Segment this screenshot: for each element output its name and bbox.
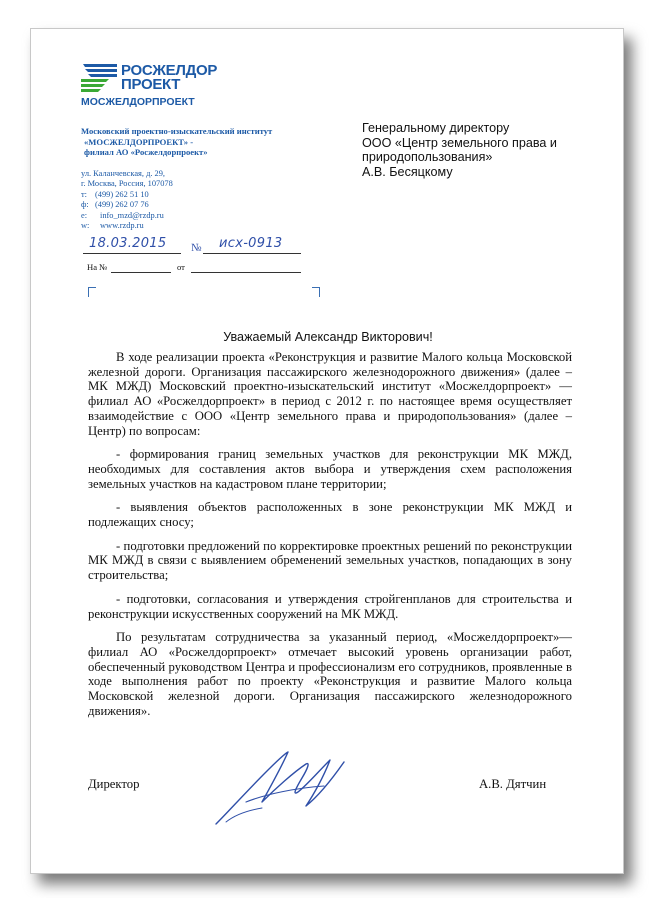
paragraph: - формирования границ земельных участков для реконструкции МК МЖД, необходимых для составления актов выбора и утверждения схем расположения земельных участков на кадастровом плане территории; <box>88 447 572 491</box>
letter-page <box>30 28 624 874</box>
paragraph: По результатам сотрудничества за указанный период, «Мосжелдорпроект»— филиал АО «Росжелдорпроект» отмечает высокий уровень организации работ, обеспеченный руководством Центра и профессионализм его сотрудников, проявленные в ходе выполнения работ по проекту «Реконструкция и развитие Малого кольца Московской железной дороги. Организация пассажирского железнодорожного движения». <box>88 630 572 718</box>
signatory-name: А.В. Дятчин <box>479 777 547 791</box>
paragraph: В ходе реализации проекта «Реконструкция и развитие Малого кольца Московской железной дороги. Организация пассажирского железнодорожного движения» (далее – МК МЖД) Московский проектно-изыскательский институт «Мосжелдорпроект» — филиал АО «Росжелдорпроект» в период с 2012 г. по настоящее время осуществляет взаимодействие с ООО «Центр земельного права и природопользования» (далее – Центр) по вопросам: <box>88 350 572 438</box>
handwritten-date: 18.03.2015 <box>89 236 167 251</box>
logo-stripes-icon <box>81 64 117 92</box>
recipient-line: А.В. Бесяцкому <box>362 164 453 179</box>
institute-name <box>81 126 272 158</box>
reply-underline <box>111 272 171 273</box>
paragraph: - подготовки предложений по корректировке проектных решений по реконструкции МК МЖД в связи с выявлением обременений земельных участков, попадающих в зону строительства; <box>88 538 572 583</box>
from-underline <box>191 272 301 273</box>
from-label: от <box>177 262 185 272</box>
paragraph: - подготовки, согласования и утверждения стройгенпланов для строительства и реконструкции искусственных сооружений на МК МЖД. <box>88 591 572 621</box>
recipient-line: Генеральному директору <box>362 121 510 135</box>
contact-block <box>81 169 173 231</box>
date-underline <box>83 253 181 254</box>
reply-label: На № <box>87 262 108 272</box>
website-line: w: www.rzdp.ru <box>81 221 144 231</box>
letter-body <box>88 350 572 718</box>
recipient-block <box>362 121 557 179</box>
institute-line: Московский проектно-изыскательский институт <box>81 126 273 136</box>
company-logo <box>81 62 231 112</box>
fax-line: ф: (499) 262 07 76 <box>81 200 149 210</box>
logo-text-line1: РОСЖЕЛДОР <box>121 62 218 79</box>
number-sign: № <box>191 242 202 254</box>
email-line: e: info_mzd@rzdp.ru <box>81 210 164 220</box>
address-line: ул. Каланчевская, д. 29, <box>81 169 165 178</box>
logo-text-line2: ПРОЕКТ <box>121 76 181 93</box>
handwritten-signature <box>206 742 356 832</box>
institute-line: «МОСЖЕЛДОРПРОЕКТ» - <box>84 136 194 147</box>
institute-line: филиал АО «Росжелдорпроект» <box>84 147 208 157</box>
phone-line: т: (499) 262 51 10 <box>81 189 149 199</box>
subject-corner-left <box>88 287 96 297</box>
logo-subtitle: МОСЖЕЛДОРПРОЕКТ <box>81 96 195 108</box>
signatory-position: Директор <box>88 777 140 791</box>
handwritten-number: исх-0913 <box>219 236 283 251</box>
recipient-line: природопользования» <box>362 150 493 164</box>
city-line: г. Москва, Россия, 107078 <box>81 179 173 189</box>
paragraph: - выявления объектов расположенных в зоне реконструкции МК МЖД и подлежащих сносу; <box>88 500 572 530</box>
greeting: Уважаемый Александр Викторович! <box>223 330 433 344</box>
recipient-line: ООО «Центр земельного права и <box>362 135 557 150</box>
subject-corner-right <box>312 287 320 297</box>
number-underline <box>203 253 301 254</box>
